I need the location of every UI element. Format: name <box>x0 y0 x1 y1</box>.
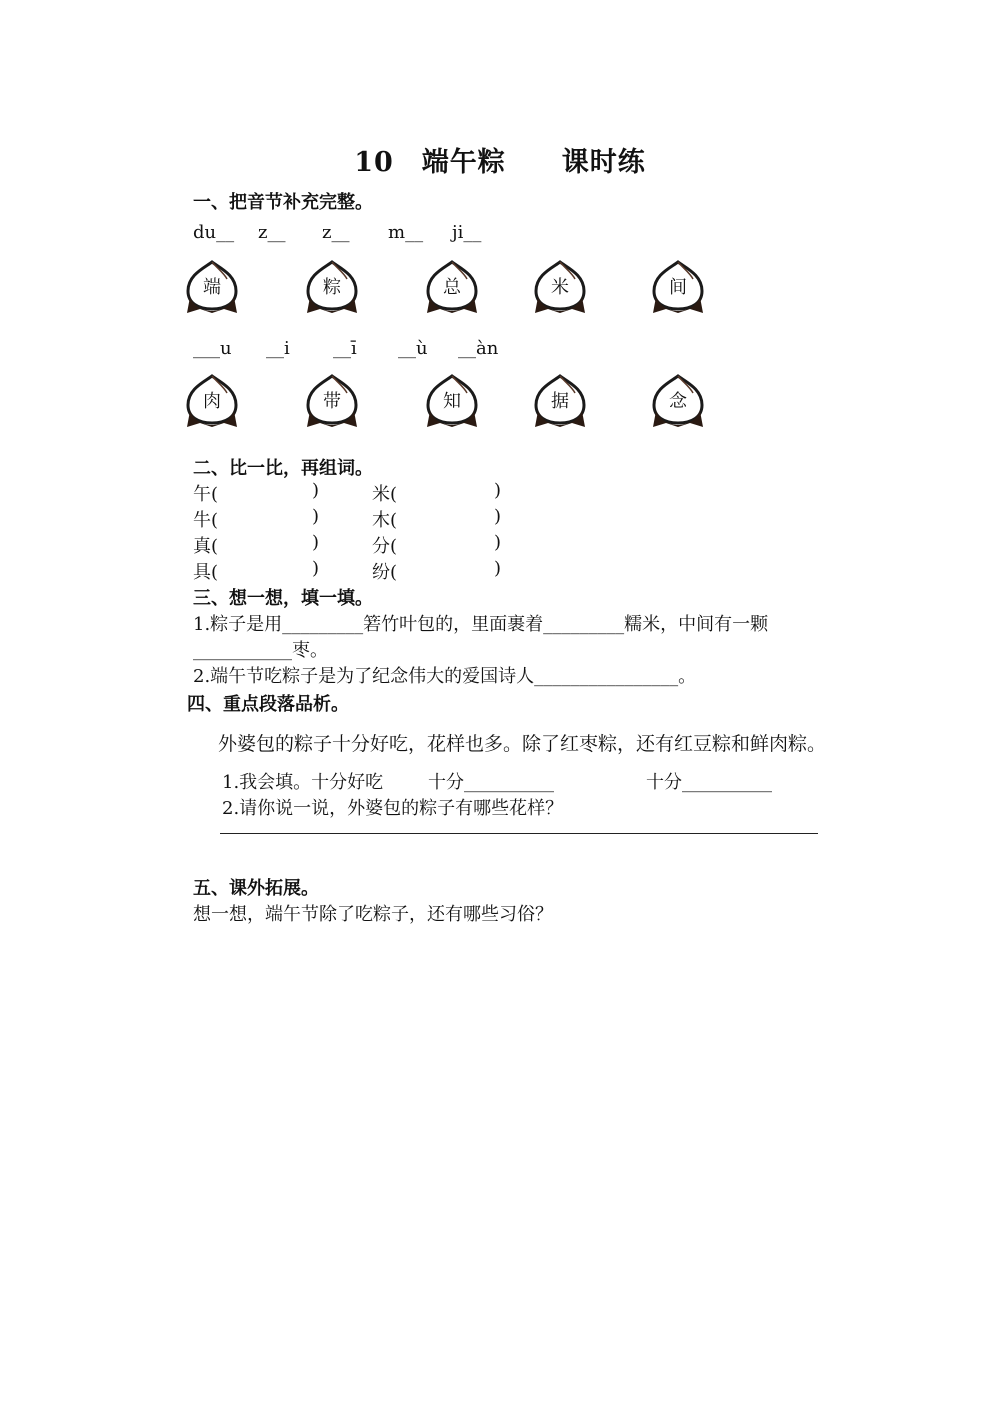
compare-right-close: ) <box>494 506 502 527</box>
peach-char-box <box>184 373 240 433</box>
peach-char: 米 <box>551 277 569 298</box>
pinyin-blank[interactable]: __i <box>266 338 290 359</box>
pinyin-blank[interactable]: ___u <box>193 338 232 359</box>
peach-char-box <box>424 259 480 319</box>
peach-char: 端 <box>203 277 221 298</box>
fill-question-2: 2.端午节吃粽子是为了纪念伟大的爱国诗人________________。 <box>193 666 697 687</box>
analysis-question-2: 2.请你说一说，外婆包的粽子有哪些花样？ <box>222 798 564 819</box>
compare-left-close: ) <box>312 506 320 527</box>
compare-right-close: ) <box>494 480 502 501</box>
pinyin-blank[interactable]: z__ <box>322 222 350 243</box>
compare-right-close: ) <box>494 532 502 553</box>
peach-char: 知 <box>443 391 461 412</box>
section1-heading: 一、把音节补充完整。 <box>193 192 373 213</box>
peach-char-box <box>424 373 480 433</box>
peach-char: 总 <box>443 277 461 298</box>
compare-left-close: ) <box>312 480 320 501</box>
passage-text: 外婆包的粽子十分好吃，花样也多。除了红枣粽，还有红豆粽和鲜肉粽。 <box>218 733 827 755</box>
compare-left: 具( <box>193 562 219 583</box>
analysis-blank-1[interactable]: 十分__________ <box>428 772 554 793</box>
peach-char-box <box>532 373 588 433</box>
peach-char: 肉 <box>203 391 221 412</box>
compare-left: 午( <box>193 484 219 505</box>
compare-right: 纷( <box>372 562 398 583</box>
compare-left-close: ) <box>312 558 320 579</box>
compare-right: 木( <box>372 510 398 531</box>
analysis-blank-2[interactable]: 十分__________ <box>646 772 772 793</box>
peach-char-box <box>304 259 360 319</box>
pinyin-blank[interactable]: __ī <box>333 338 357 359</box>
peach-char-box <box>184 259 240 319</box>
answer-line[interactable] <box>220 833 818 834</box>
peach-char: 粽 <box>323 277 341 298</box>
compare-right-close: ) <box>494 558 502 579</box>
extension-question: 想一想，端午节除了吃粽子，还有哪些习俗？ <box>193 904 553 925</box>
peach-char: 念 <box>669 391 687 412</box>
section2-heading: 二、比一比，再组词。 <box>193 458 373 479</box>
section5-heading: 五、课外拓展。 <box>193 878 319 899</box>
pinyin-blank[interactable]: ji__ <box>452 222 482 243</box>
fill-question-1-cont: ___________枣。 <box>193 640 328 661</box>
compare-left: 牛( <box>193 510 219 531</box>
peach-char: 据 <box>551 391 569 412</box>
section4-heading: 四、重点段落品析。 <box>187 694 349 715</box>
peach-char-box <box>650 259 706 319</box>
compare-left: 真( <box>193 536 219 557</box>
peach-char: 带 <box>323 391 341 412</box>
analysis-question-1: 1.我会填。十分好吃 <box>222 772 384 793</box>
pinyin-blank[interactable]: __ù <box>398 338 428 359</box>
compare-left-close: ) <box>312 532 320 553</box>
compare-right: 米( <box>372 484 398 505</box>
page-title: 10 端午粽 课时练 <box>354 147 646 178</box>
peach-char-box <box>650 373 706 433</box>
section3-heading: 三、想一想，填一填。 <box>193 588 373 609</box>
pinyin-blank[interactable]: z__ <box>258 222 286 243</box>
peach-char-box <box>304 373 360 433</box>
peach-char-box <box>532 259 588 319</box>
peach-char: 间 <box>669 277 687 298</box>
pinyin-blank[interactable]: du__ <box>193 222 235 243</box>
fill-question-1: 1.粽子是用_________箬竹叶包的，里面裹着_________糯米，中间有一颗 <box>193 614 769 635</box>
pinyin-blank[interactable]: m__ <box>388 222 424 243</box>
compare-right: 分( <box>372 536 398 557</box>
pinyin-blank[interactable]: __àn <box>458 338 499 359</box>
